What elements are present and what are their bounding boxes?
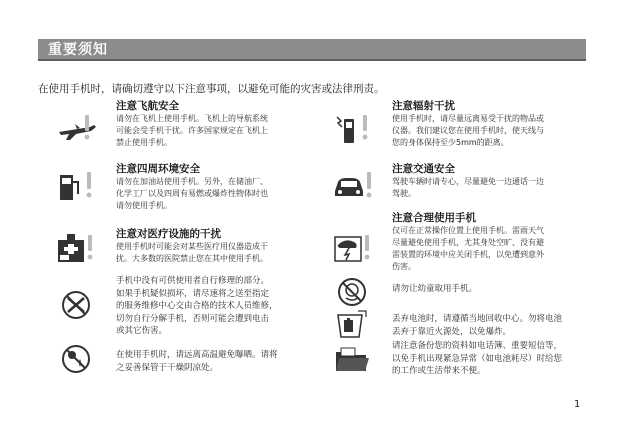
no-disassembly-icon — [56, 289, 100, 321]
section-no-self-repair — [116, 275, 278, 338]
section-line: 切勿自行分解手机，否则可能会遭到电击 — [116, 313, 270, 324]
section-line: 禁止使用手机。 — [116, 138, 172, 147]
section-line: 丢弃于靠近火源处，以免爆炸。 — [392, 326, 512, 337]
section-line: 雷装置的环境中应关闭手机，以免遭到意外 — [392, 250, 544, 259]
section-heading: 注意合理使用手机 — [392, 212, 476, 224]
section-heat-storage — [116, 349, 278, 374]
section-line: 驾驶车辆时请专心，尽量避免一边通话一边 — [392, 177, 544, 186]
battery-recycle-icon — [332, 307, 376, 339]
section-heading: 注意辐射干扰 — [392, 100, 455, 112]
lightning-warning-icon — [332, 232, 376, 264]
section-line: 驾驶。 — [392, 189, 416, 198]
section-heading: 注意四周环境安全 — [116, 163, 200, 175]
section-line: 以免手机出现紧急异常（如电池耗尽）时给您 — [392, 353, 563, 364]
airplane-warning-icon — [56, 113, 100, 145]
section-line: 丢弃电池时，请遵循当地回收中心。勿将电池 — [392, 314, 563, 324]
section-line: 伤害。 — [392, 262, 416, 271]
section-flight-safety — [116, 99, 268, 149]
backup-folder-icon — [332, 342, 376, 374]
section-line: 请注意备份您的资料如电话簿、重要短信等， — [392, 341, 563, 351]
page-number: 1 — [574, 399, 581, 410]
section-line: 使用手机时，请尽量远离易受干扰的物品或 — [392, 114, 544, 123]
medical-facility-warning-icon — [56, 232, 100, 264]
gas-pump-warning-icon — [56, 170, 100, 202]
car-warning-icon — [332, 170, 376, 202]
section-proper-use — [392, 211, 544, 273]
section-data-backup — [392, 340, 562, 378]
section-line: 之妥善保管于干燥阴凉处。 — [116, 362, 219, 373]
section-line: 如果手机疑似损坏，请尽速将之送至指定 — [116, 288, 270, 299]
section-environment-safety — [116, 162, 268, 212]
radiation-phone-warning-icon — [332, 113, 376, 145]
section-line: 仪器。我们建议您在使用手机时，使天线与 — [392, 126, 544, 135]
section-line: 请勿使用手机。 — [116, 201, 172, 210]
section-line: 化学工厂以及四周有易燃或爆炸性物体时也 — [116, 189, 268, 198]
section-title-bar — [38, 39, 586, 61]
section-medical-interference — [116, 227, 268, 265]
section-heading: 注意对医疗设施的干扰 — [116, 228, 221, 240]
section-line: 或其它伤害。 — [116, 326, 168, 336]
section-radiation-interference — [392, 99, 544, 149]
section-line: 仅可在正常操作位置上使用手机。雷雨天气 — [392, 226, 544, 235]
section-heading: 注意飞航安全 — [116, 100, 179, 112]
no-children-icon — [332, 276, 376, 308]
section-heading: 注意交通安全 — [392, 163, 455, 175]
section-line: 尽量避免使用手机，尤其身处空旷、没有避 — [392, 238, 544, 247]
intro-text: 在使用手机时，请确切遵守以下注意事项，以避免可能的灾害或法律刑责。 — [38, 83, 385, 95]
section-line: 请勿让幼童取用手机。 — [392, 284, 478, 294]
page-title: 重要须知 — [48, 42, 108, 58]
section-line: 手机中没有可供使用者自行修理的部分。 — [116, 276, 270, 286]
section-line: 您的身体保持至少5mm的距离。 — [392, 138, 509, 147]
section-line: 在使用手机时，请远离高温避免曝晒。请将 — [116, 350, 278, 360]
section-line: 请勿在加油站使用手机。另外，在储油厂、 — [116, 177, 268, 186]
section-line: 使用手机时可能会对某些医疗用仪器造成干 — [116, 242, 268, 251]
section-line: 请勿在飞机上使用手机。飞机上的导航系统 — [116, 114, 268, 123]
section-line: 的服务维修中心交由合格的技术人员维修， — [116, 301, 278, 311]
section-children — [392, 283, 477, 296]
no-heat-water-icon — [56, 343, 100, 375]
section-line: 扰。大多数的医院禁止您在其中使用手机。 — [116, 254, 268, 263]
section-line: 可能会受手机干扰。许多国家规定在飞机上 — [116, 126, 268, 135]
section-battery-disposal — [392, 313, 562, 338]
section-line: 的工作或生活带来不便。 — [392, 366, 486, 376]
section-traffic-safety — [392, 162, 544, 200]
